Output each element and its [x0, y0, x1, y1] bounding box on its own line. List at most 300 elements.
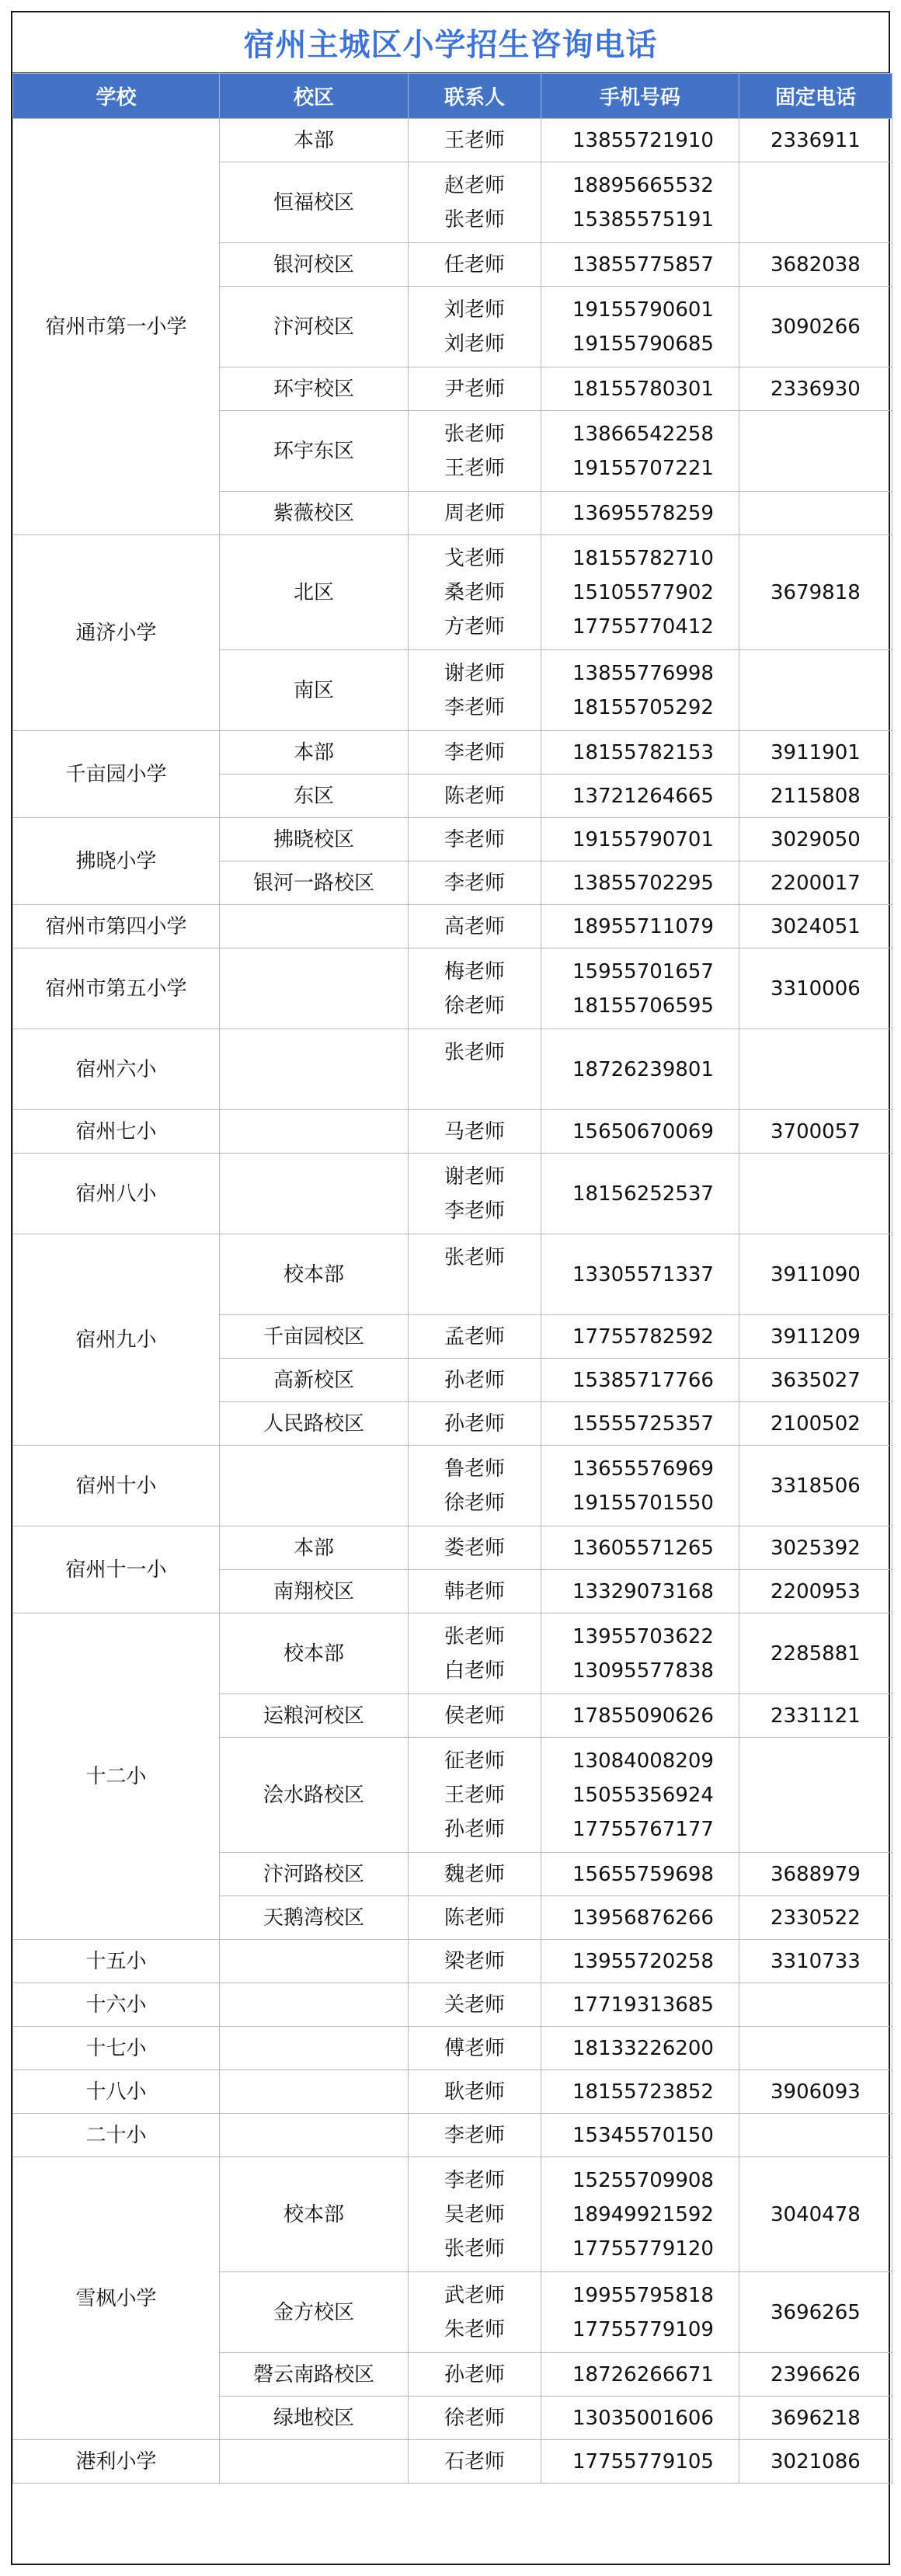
mobile-number-line: 13855776998	[572, 661, 714, 685]
mobile-number-line: 15555725357	[572, 1412, 714, 1436]
contact-person	[409, 1154, 541, 1234]
contact-person-line: 王老师	[444, 128, 505, 152]
campus-name: 人民路校区	[220, 1402, 409, 1446]
contact-person-line: 吴老师	[444, 2202, 505, 2226]
column-header-landline: 固定电话	[739, 74, 892, 119]
table-row	[13, 2440, 892, 2484]
mobile-number	[541, 2027, 739, 2070]
mobile-number	[541, 1853, 739, 1896]
contact-person-line: 李老师	[444, 695, 505, 719]
mobile-number-line: 13855702295	[572, 871, 714, 895]
contact-person	[409, 2397, 541, 2440]
landline-number: 3310733	[739, 1940, 892, 1983]
campus-name: 本部	[220, 1526, 409, 1570]
landline-number: 3682038	[739, 243, 892, 287]
mobile-number-line: 18156252537	[572, 1182, 714, 1206]
table-header	[13, 74, 892, 119]
landline-number: 3688979	[739, 1853, 892, 1896]
landline-number: 3090266	[739, 287, 892, 367]
mobile-number-line: 13695578259	[572, 501, 714, 525]
mobile-number	[541, 243, 739, 287]
contact-person	[409, 1234, 541, 1315]
table-row	[13, 1446, 892, 1526]
landline-number: 3911209	[739, 1315, 892, 1359]
campus-name: 北区	[220, 535, 409, 650]
campus-name: 环宇校区	[220, 367, 409, 411]
contact-person-line: 孟老师	[444, 1325, 505, 1349]
mobile-number-line: 17755779105	[572, 2449, 714, 2473]
mobile-number-line: 18155706595	[572, 994, 714, 1018]
campus-name	[220, 1029, 409, 1110]
mobile-number-line: 18949921592	[572, 2202, 714, 2226]
mobile-number-line: 18895665532	[572, 173, 714, 197]
mobile-number	[541, 905, 739, 949]
mobile-number	[541, 1110, 739, 1154]
mobile-number-line: 13084008209	[572, 1749, 714, 1773]
campus-name: 绿地校区	[220, 2397, 409, 2440]
contact-person	[409, 818, 541, 862]
contact-person-line	[409, 1070, 541, 1104]
contact-person	[409, 411, 541, 492]
contact-person	[409, 1613, 541, 1694]
contact-person-line: 傅老师	[444, 2036, 505, 2060]
contact-person-line	[409, 1275, 541, 1309]
landline-number	[739, 2027, 892, 2070]
landline-number: 3911901	[739, 731, 892, 775]
campus-name: 千亩园校区	[220, 1315, 409, 1359]
mobile-number-line: 18133226200	[572, 2036, 714, 2060]
mobile-number	[541, 1983, 739, 2027]
contact-person	[409, 243, 541, 287]
school-name: 宿州十一小	[13, 1526, 220, 1613]
contact-person	[409, 650, 541, 731]
campus-name: 校本部	[220, 1613, 409, 1694]
table-row	[13, 818, 892, 862]
mobile-number	[541, 1613, 739, 1694]
mobile-number	[541, 1896, 739, 1940]
table-row	[13, 1526, 892, 1570]
school-name: 雪枫小学	[13, 2157, 220, 2440]
contact-person-line: 魏老师	[444, 1862, 505, 1886]
landline-number	[739, 492, 892, 535]
page-title: 宿州主城区小学招生咨询电话	[12, 12, 889, 73]
contact-person-line: 耿老师	[444, 2080, 505, 2104]
contact-person-line: 张老师	[444, 422, 505, 446]
contact-person-line: 王老师	[444, 1783, 505, 1807]
contact-person	[409, 1896, 541, 1940]
landline-number: 2200953	[739, 1570, 892, 1613]
landline-number: 2331121	[739, 1694, 892, 1738]
contact-person	[409, 2027, 541, 2070]
table-row	[13, 1110, 892, 1154]
mobile-number	[541, 2157, 739, 2272]
contact-table	[12, 73, 892, 2484]
landline-number	[739, 1983, 892, 2027]
landline-number	[739, 650, 892, 731]
contact-person-line: 高老师	[444, 914, 505, 938]
contact-person-line: 李老师	[444, 827, 505, 851]
mobile-number	[541, 162, 739, 243]
school-name: 宿州十小	[13, 1446, 220, 1526]
campus-name	[220, 2114, 409, 2157]
mobile-number-line: 18155782153	[572, 740, 714, 764]
table-row	[13, 535, 892, 650]
landline-number: 3911090	[739, 1234, 892, 1315]
landline-number: 2336911	[739, 119, 892, 162]
mobile-number-line: 13655576969	[572, 1457, 714, 1481]
landline-number: 3696218	[739, 2397, 892, 2440]
contact-person-line: 鲁老师	[444, 1457, 505, 1481]
campus-name: 天鹅湾校区	[220, 1896, 409, 1940]
campus-name	[220, 1110, 409, 1154]
landline-number	[739, 1738, 892, 1853]
landline-number: 2285881	[739, 1613, 892, 1694]
mobile-number	[541, 2272, 739, 2353]
contact-person-line: 张老师	[444, 1040, 505, 1064]
landline-number: 2115808	[739, 775, 892, 818]
contact-person	[409, 535, 541, 650]
landline-number: 3696265	[739, 2272, 892, 2353]
mobile-number	[541, 1029, 739, 1110]
mobile-number-line: 13855721910	[572, 128, 714, 152]
mobile-number	[541, 1234, 739, 1315]
mobile-number	[541, 1940, 739, 1983]
contact-person-line: 侯老师	[444, 1704, 505, 1728]
school-name: 宿州市第四小学	[13, 905, 220, 949]
table-body	[13, 119, 892, 2484]
mobile-number-line: 15955701657	[572, 959, 714, 983]
mobile-number-line: 13035001606	[572, 2406, 714, 2430]
contact-person-line: 王老师	[444, 456, 505, 480]
landline-number: 3679818	[739, 535, 892, 650]
campus-name: 银河一路校区	[220, 862, 409, 905]
school-name: 千亩园小学	[13, 731, 220, 818]
mobile-number	[541, 367, 739, 411]
mobile-number-line: 18155782710	[572, 546, 714, 570]
mobile-number-line: 15055356924	[572, 1783, 714, 1807]
mobile-number	[541, 1359, 739, 1402]
column-header-campus: 校区	[220, 74, 409, 119]
landline-number: 2100502	[739, 1402, 892, 1446]
mobile-number	[541, 2440, 739, 2484]
school-name: 宿州七小	[13, 1110, 220, 1154]
mobile-number-line: 18726266671	[572, 2362, 714, 2386]
mobile-number	[541, 1738, 739, 1853]
landline-number	[739, 162, 892, 243]
campus-name: 金方校区	[220, 2272, 409, 2353]
mobile-number-line: 19155790601	[572, 298, 714, 322]
contact-person	[409, 1526, 541, 1570]
contact-person-line: 张老师	[444, 1624, 505, 1648]
school-name: 宿州市第一小学	[13, 119, 220, 535]
contact-person	[409, 162, 541, 243]
contact-person	[409, 367, 541, 411]
landline-number: 3021086	[739, 2440, 892, 2484]
mobile-number-line: 13955720258	[572, 1949, 714, 1973]
contact-person	[409, 1738, 541, 1853]
contact-person-line: 梁老师	[444, 1949, 505, 1973]
contact-person	[409, 1315, 541, 1359]
contact-person-line: 武老师	[444, 2283, 505, 2307]
school-name: 十六小	[13, 1983, 220, 2027]
landline-number: 3700057	[739, 1110, 892, 1154]
contact-person-line: 徐老师	[444, 1491, 505, 1515]
contact-person	[409, 2114, 541, 2157]
contact-person	[409, 1029, 541, 1110]
campus-name: 校本部	[220, 2157, 409, 2272]
school-name: 宿州六小	[13, 1029, 220, 1110]
mobile-number-line: 19155707221	[572, 456, 714, 480]
contact-person-line: 谢老师	[444, 1164, 505, 1189]
contact-person	[409, 287, 541, 367]
mobile-number-line: 17755767177	[572, 1817, 714, 1841]
mobile-number-line: 15385575191	[572, 207, 714, 231]
contact-person-line: 李老师	[444, 2123, 505, 2147]
contact-person-line: 刘老师	[444, 298, 505, 322]
mobile-number	[541, 1446, 739, 1526]
landline-number	[739, 1154, 892, 1234]
contact-sheet	[11, 11, 890, 2565]
campus-name: 南区	[220, 650, 409, 731]
contact-person	[409, 1359, 541, 1402]
contact-person-line: 谢老师	[444, 661, 505, 685]
table-row	[13, 119, 892, 162]
landline-number: 2330522	[739, 1896, 892, 1940]
contact-person-line: 张老师	[444, 2237, 505, 2261]
mobile-number-line: 17755779109	[572, 2317, 714, 2341]
campus-name: 运粮河校区	[220, 1694, 409, 1738]
campus-name: 紫薇校区	[220, 492, 409, 535]
campus-name	[220, 2027, 409, 2070]
table-row	[13, 2070, 892, 2114]
campus-name: 本部	[220, 731, 409, 775]
table-row	[13, 731, 892, 775]
table-row	[13, 1613, 892, 1694]
mobile-number	[541, 119, 739, 162]
mobile-number-line: 15345570150	[572, 2123, 714, 2147]
mobile-number	[541, 862, 739, 905]
landline-number	[739, 411, 892, 492]
mobile-number	[541, 1154, 739, 1234]
landline-number: 3025392	[739, 1526, 892, 1570]
mobile-number	[541, 1315, 739, 1359]
contact-person	[409, 949, 541, 1029]
school-name: 宿州市第五小学	[13, 949, 220, 1029]
mobile-number-line: 17755779120	[572, 2237, 714, 2261]
mobile-number	[541, 411, 739, 492]
column-header-contact: 联系人	[409, 74, 541, 119]
contact-person-line: 陈老师	[444, 784, 505, 808]
contact-person-line: 娄老师	[444, 1536, 505, 1560]
mobile-number	[541, 535, 739, 650]
contact-person	[409, 775, 541, 818]
campus-name: 磬云南路校区	[220, 2353, 409, 2397]
campus-name: 浍水路校区	[220, 1738, 409, 1853]
mobile-number-line: 18726239801	[572, 1057, 714, 1081]
campus-name: 拂晓校区	[220, 818, 409, 862]
mobile-number-line: 13305571337	[572, 1262, 714, 1286]
contact-person-line: 马老师	[444, 1119, 505, 1144]
campus-name	[220, 1940, 409, 1983]
contact-person-line: 徐老师	[444, 994, 505, 1018]
school-name: 拂晓小学	[13, 818, 220, 905]
landline-number: 2200017	[739, 862, 892, 905]
contact-person	[409, 1940, 541, 1983]
campus-name	[220, 2440, 409, 2484]
mobile-number-line: 15105577902	[572, 580, 714, 604]
contact-person	[409, 1446, 541, 1526]
landline-number: 3318506	[739, 1446, 892, 1526]
contact-person-line: 桑老师	[444, 580, 505, 604]
contact-person	[409, 1853, 541, 1896]
table-row	[13, 2114, 892, 2157]
campus-name: 环宇东区	[220, 411, 409, 492]
campus-name	[220, 1983, 409, 2027]
contact-person	[409, 119, 541, 162]
contact-person-line: 李老师	[444, 871, 505, 895]
campus-name: 校本部	[220, 1234, 409, 1315]
contact-person-line: 张老师	[444, 1245, 505, 1269]
contact-person	[409, 2157, 541, 2272]
mobile-number	[541, 1526, 739, 1570]
mobile-number-line: 13605571265	[572, 1536, 714, 1560]
contact-person	[409, 1402, 541, 1446]
mobile-number	[541, 1694, 739, 1738]
school-name: 十七小	[13, 2027, 220, 2070]
table-row	[13, 1983, 892, 2027]
campus-name: 南翔校区	[220, 1570, 409, 1613]
school-name: 宿州九小	[13, 1234, 220, 1446]
landline-number: 2336930	[739, 367, 892, 411]
campus-name: 汴河路校区	[220, 1853, 409, 1896]
mobile-number-line: 18155780301	[572, 377, 714, 401]
mobile-number	[541, 2353, 739, 2397]
mobile-number-line: 17855090626	[572, 1704, 714, 1728]
mobile-number-line: 19155701550	[572, 1491, 714, 1515]
table-row	[13, 949, 892, 1029]
header-row	[13, 74, 892, 119]
campus-name: 东区	[220, 775, 409, 818]
mobile-number-line: 13329073168	[572, 1579, 714, 1603]
landline-number: 3040478	[739, 2157, 892, 2272]
mobile-number	[541, 287, 739, 367]
contact-person-line: 孙老师	[444, 2362, 505, 2386]
landline-number: 3906093	[739, 2070, 892, 2114]
contact-person-line: 赵老师	[444, 173, 505, 197]
contact-person	[409, 1694, 541, 1738]
mobile-number	[541, 2114, 739, 2157]
table-row	[13, 2157, 892, 2272]
table-row	[13, 905, 892, 949]
landline-number: 3310006	[739, 949, 892, 1029]
contact-person-line: 李老师	[444, 1199, 505, 1223]
mobile-number-line: 13721264665	[572, 784, 714, 808]
contact-person-line: 徐老师	[444, 2406, 505, 2430]
contact-person-line: 朱老师	[444, 2317, 505, 2341]
landline-number: 2396626	[739, 2353, 892, 2397]
contact-person-line: 周老师	[444, 501, 505, 525]
table-row	[13, 1029, 892, 1110]
mobile-number-line: 18155723852	[572, 2080, 714, 2104]
school-name: 十五小	[13, 1940, 220, 1983]
mobile-number-line: 17755770412	[572, 614, 714, 639]
mobile-number-line: 17755782592	[572, 1325, 714, 1349]
contact-person-line: 韩老师	[444, 1579, 505, 1603]
campus-name: 恒福校区	[220, 162, 409, 243]
contact-person-line: 孙老师	[444, 1412, 505, 1436]
landline-number: 3635027	[739, 1359, 892, 1402]
table-row	[13, 2027, 892, 2070]
contact-person-line: 戈老师	[444, 546, 505, 570]
contact-person-line: 石老师	[444, 2449, 505, 2473]
contact-person	[409, 2353, 541, 2397]
school-name: 二十小	[13, 2114, 220, 2157]
contact-person-line: 孙老师	[444, 1368, 505, 1392]
mobile-number-line: 18155705292	[572, 695, 714, 719]
mobile-number	[541, 2070, 739, 2114]
mobile-number-line: 19155790701	[572, 827, 714, 851]
mobile-number	[541, 2397, 739, 2440]
mobile-number	[541, 492, 739, 535]
contact-person-line: 任老师	[444, 252, 505, 277]
contact-person	[409, 2272, 541, 2353]
landline-number	[739, 2114, 892, 2157]
contact-person-line: 刘老师	[444, 332, 505, 356]
mobile-number-line: 15650670069	[572, 1119, 714, 1144]
landline-number: 3029050	[739, 818, 892, 862]
mobile-number-line: 13955703622	[572, 1624, 714, 1648]
contact-person	[409, 492, 541, 535]
contact-person-line: 关老师	[444, 1993, 505, 2017]
contact-person-line: 孙老师	[444, 1817, 505, 1841]
school-name: 十二小	[13, 1613, 220, 1940]
contact-person	[409, 731, 541, 775]
contact-person-line: 梅老师	[444, 959, 505, 983]
table-row	[13, 1234, 892, 1315]
contact-person	[409, 2440, 541, 2484]
mobile-number-line: 13855775857	[572, 252, 714, 277]
mobile-number	[541, 949, 739, 1029]
campus-name	[220, 905, 409, 949]
contact-person	[409, 2070, 541, 2114]
column-header-mobile: 手机号码	[541, 74, 739, 119]
mobile-number-line: 13956876266	[572, 1906, 714, 1930]
mobile-number-line: 13095577838	[572, 1659, 714, 1683]
campus-name	[220, 1446, 409, 1526]
school-name: 港利小学	[13, 2440, 220, 2484]
campus-name	[220, 2070, 409, 2114]
contact-person-line: 李老师	[444, 740, 505, 764]
mobile-number	[541, 1402, 739, 1446]
mobile-number	[541, 731, 739, 775]
table-row	[13, 1940, 892, 1983]
school-name: 通济小学	[13, 535, 220, 731]
contact-person-line: 陈老师	[444, 1906, 505, 1930]
mobile-number-line: 19155790685	[572, 332, 714, 356]
mobile-number-line: 17719313685	[572, 1993, 714, 2017]
contact-person-line: 李老师	[444, 2168, 505, 2192]
mobile-number-line: 15655759698	[572, 1862, 714, 1886]
campus-name	[220, 949, 409, 1029]
mobile-number-line: 19955795818	[572, 2283, 714, 2307]
campus-name: 本部	[220, 119, 409, 162]
mobile-number	[541, 650, 739, 731]
contact-person	[409, 1110, 541, 1154]
school-name: 宿州八小	[13, 1154, 220, 1234]
campus-name: 汴河校区	[220, 287, 409, 367]
landline-number: 3024051	[739, 905, 892, 949]
mobile-number-line: 15385717766	[572, 1368, 714, 1392]
